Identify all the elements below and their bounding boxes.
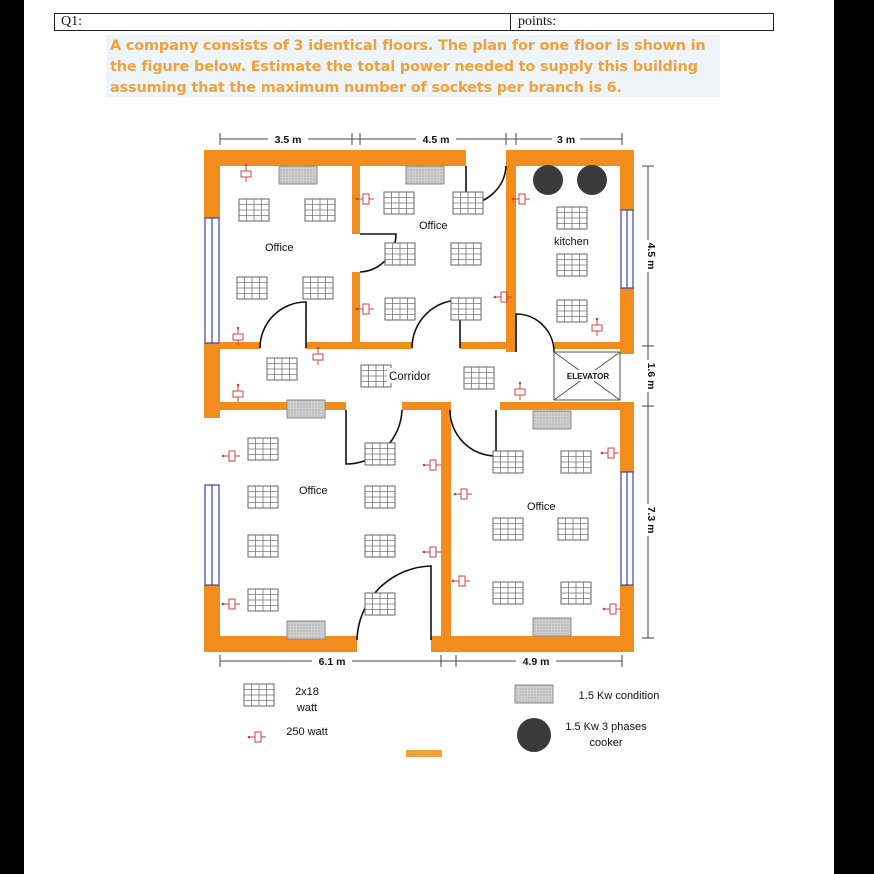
wall-left-1 bbox=[204, 150, 220, 218]
wall-bottom-right bbox=[431, 636, 634, 652]
lamp-icon bbox=[558, 518, 588, 540]
dim-bottom-left: 6.1 m bbox=[318, 656, 346, 668]
room-labels bbox=[265, 220, 589, 513]
question-label: Q1: bbox=[61, 14, 82, 29]
room-label-corridor: Corridor bbox=[389, 371, 431, 383]
lamp-icon bbox=[453, 192, 483, 214]
wall-int-v4 bbox=[441, 402, 451, 640]
lamp-icon bbox=[557, 300, 587, 322]
lamp-icon bbox=[561, 451, 591, 473]
socket-icon bbox=[603, 604, 621, 614]
lamp-icon bbox=[493, 518, 523, 540]
ac-unit-icon bbox=[287, 400, 325, 418]
dim-bottom-right: 4.9 m bbox=[522, 656, 550, 668]
lamp-icon bbox=[493, 582, 523, 604]
socket-icon bbox=[452, 576, 470, 586]
lamp-icon bbox=[305, 199, 335, 221]
door-office-bottom-right bbox=[450, 410, 496, 456]
lamp-icon bbox=[451, 243, 481, 265]
lamp-icon bbox=[365, 486, 395, 508]
room-label-office: Office bbox=[527, 501, 556, 513]
legend-socket-icon bbox=[248, 732, 266, 742]
legend-wall-swatch bbox=[406, 750, 442, 757]
lamp-icon bbox=[365, 443, 395, 465]
lamp-icon bbox=[303, 277, 333, 299]
dim-right-bottom: 7.3 m bbox=[645, 506, 657, 534]
socket-icon bbox=[592, 318, 602, 336]
dim-top-left: 3.5 m bbox=[274, 134, 302, 146]
socket-icon bbox=[222, 599, 240, 609]
ac-unit-icon bbox=[287, 621, 325, 639]
lamp-icon bbox=[557, 207, 587, 229]
question-text: A company consists of 3 identical floors. The plan for one floor is shown in the figure below. Estimate the total power needed to supply this building assuming that the maximum number of sockets per branch is 6. bbox=[106, 35, 720, 97]
room-label-kitchen: kitchen bbox=[554, 236, 589, 248]
socket-icon bbox=[241, 164, 251, 182]
socket-icon bbox=[233, 384, 243, 402]
lamp-icon bbox=[557, 254, 587, 276]
lamp-icon bbox=[248, 486, 278, 508]
wall-corr-top-4 bbox=[554, 342, 620, 349]
wall-right-1 bbox=[620, 150, 634, 210]
wall-corr-bot-1 bbox=[220, 402, 346, 410]
socket-icon bbox=[601, 448, 619, 458]
wall-corr-top-1 bbox=[220, 342, 260, 349]
room-label-office: Office bbox=[265, 242, 294, 254]
wall-corr-bot-3 bbox=[500, 402, 620, 410]
dim-top-right: 3 m bbox=[556, 134, 576, 146]
lamp-icon bbox=[561, 582, 591, 604]
elevator-label: ELEVATOR bbox=[566, 372, 610, 381]
wall-corr-top-3 bbox=[460, 342, 516, 349]
lamp-icon bbox=[248, 589, 278, 611]
wall-bottom-left bbox=[204, 636, 357, 652]
room-label-office: Office bbox=[419, 220, 448, 232]
ac-unit-icon bbox=[533, 618, 571, 636]
wall-top-right bbox=[506, 150, 634, 166]
legend-ac-text: 1.5 Kw condition bbox=[578, 690, 660, 702]
door-kitchen bbox=[516, 314, 554, 352]
legend-cooker-text: 1.5 Kw 3 phases cooker bbox=[565, 721, 647, 749]
socket-icon bbox=[515, 382, 525, 400]
ac-unit-icon bbox=[533, 411, 571, 429]
ac-unit-icon bbox=[279, 166, 317, 184]
door-office-left bbox=[260, 302, 306, 348]
socket-icon bbox=[222, 451, 240, 461]
lamp-icon bbox=[267, 358, 297, 380]
wall-right-2 bbox=[620, 288, 634, 354]
lamp-icon bbox=[385, 243, 415, 265]
wall-int-v3 bbox=[506, 166, 516, 352]
cooker-icon bbox=[533, 165, 563, 195]
wall-left-2 bbox=[204, 343, 220, 418]
legend-ac-icon bbox=[515, 685, 553, 703]
dim-top-middle: 4.5 m bbox=[422, 134, 450, 146]
cooker-icon bbox=[577, 165, 607, 195]
lamp-icon bbox=[365, 535, 395, 557]
wall-top-left bbox=[204, 150, 466, 166]
socket-icon bbox=[454, 489, 472, 499]
socket-icon bbox=[423, 460, 441, 470]
lamp-icon bbox=[239, 199, 269, 221]
dim-right-top: 4.5 m bbox=[645, 242, 657, 270]
lamp-icon bbox=[493, 451, 523, 473]
lamp-icon bbox=[385, 298, 415, 320]
wall-int-v1 bbox=[352, 166, 360, 234]
legend-lamp-icon bbox=[244, 684, 274, 706]
points-label: points: bbox=[518, 14, 557, 29]
lamp-icon bbox=[464, 367, 494, 389]
legend-cooker-icon bbox=[517, 718, 551, 752]
room-label-office: Office bbox=[299, 485, 328, 497]
lamp-icon bbox=[365, 593, 395, 615]
wall-corr-bot-2 bbox=[402, 402, 450, 410]
cookers bbox=[533, 165, 607, 195]
elevator bbox=[554, 352, 620, 400]
ac-unit-icon bbox=[406, 166, 444, 184]
lamp-icon bbox=[248, 438, 278, 460]
wall-corr-top-2 bbox=[306, 342, 412, 349]
wall-right-3 bbox=[620, 402, 634, 472]
socket-icon bbox=[313, 347, 323, 365]
lamp-icon bbox=[237, 277, 267, 299]
socket-icon bbox=[423, 547, 441, 557]
dim-right-middle: 1.6 m bbox=[645, 362, 657, 390]
lamp-icon bbox=[451, 298, 481, 320]
lamp-icon bbox=[361, 365, 391, 387]
legend-lamp-text: 2x18 watt bbox=[295, 686, 319, 714]
wall-int-v2 bbox=[352, 272, 360, 342]
lamp-icon bbox=[248, 535, 278, 557]
legend-socket-text: 250 watt bbox=[286, 726, 328, 738]
lamp-icon bbox=[384, 192, 414, 214]
